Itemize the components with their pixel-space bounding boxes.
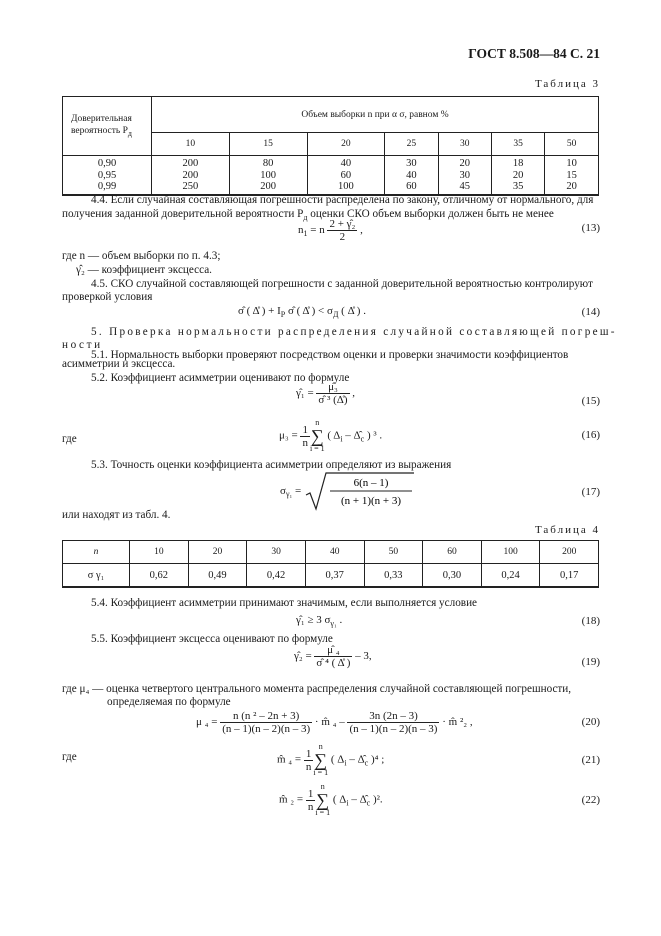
eq13-den: 2 <box>339 231 346 243</box>
para-4-4-line1: 4.4. Если случайная составляющая погрешности распределена по закону, отличному от нормального, для <box>91 194 594 206</box>
eq20-num2: 3n (2n – 3) <box>347 710 439 723</box>
eq22-n: n <box>307 800 314 813</box>
table3-cell: 20 <box>512 169 524 181</box>
eq14-sub2: Д <box>332 310 339 319</box>
eq15-fraction <box>316 381 349 406</box>
para-5-1-line2: асимметрии и эксцесса. <box>62 358 176 370</box>
sqrt-icon <box>304 471 416 511</box>
table3-data-col <box>152 156 230 195</box>
equation-19 <box>294 644 372 669</box>
col1-header-line2: вероятность Р <box>71 125 128 136</box>
eq19-number: (19) <box>581 656 600 668</box>
eq20-lhs: μ ₄ = <box>196 716 221 729</box>
equation-13 <box>298 218 363 243</box>
eq16-number: (16) <box>581 429 600 441</box>
eq22-sum <box>315 782 330 818</box>
eq15-den: σ̂ ³ (Δ̊) <box>318 394 348 406</box>
table3-data-col <box>385 156 438 195</box>
p44-sub: д <box>303 213 308 222</box>
after-eq17: или находят из табл. 4. <box>62 509 171 521</box>
table4-row1-label: n <box>63 541 130 564</box>
eq22-fraction <box>306 788 316 813</box>
table3-prob-cell <box>63 156 152 195</box>
table3-group-header: Объем выборки n при α σ, равном % <box>152 97 599 133</box>
eq18-number: (18) <box>581 615 600 627</box>
table4-n: 60 <box>423 541 482 564</box>
table4-sigma: 0,49 <box>188 564 247 588</box>
table3-cell: 45 <box>459 181 471 192</box>
p44-tail: оценки СКО объем выборки должен быть не менее <box>307 208 554 220</box>
p44-text: получения заданной доверительной вероятности Р <box>62 208 304 220</box>
eq13-tail: , <box>357 224 363 237</box>
table3-cell: 35 <box>512 181 524 192</box>
eq13-fraction <box>327 218 357 243</box>
table3-cell: 60 <box>406 181 417 192</box>
para-4-5-line2: проверкой условия <box>62 291 153 303</box>
where-gamma2: γ̂₂ — коэффициент эксцесса. <box>76 264 212 276</box>
table3-column-header: 25 <box>385 133 438 156</box>
eq20-tail: · m̂ ²₂ , <box>439 716 473 729</box>
equation-15 <box>296 381 355 406</box>
table3-cell: 250 <box>182 181 199 192</box>
eq19-tail: – 3, <box>352 650 372 663</box>
eq22-number: (22) <box>581 794 600 806</box>
eq21-fraction <box>304 748 314 773</box>
table4-sigma: 0,62 <box>130 564 189 588</box>
eq13-num: 2 + γ̂₂ <box>329 218 356 230</box>
eq21-body2-sub: c <box>364 758 369 768</box>
table3-prob: 0,95 <box>97 169 117 181</box>
table3-cell: 100 <box>338 181 354 192</box>
eq16-one: 1 <box>302 423 308 436</box>
table4-sigma: 0,33 <box>364 564 423 588</box>
table4-sigma: 0,24 <box>481 564 540 588</box>
para-5-1-line1: 5.1. Нормальность выборки проверяют посредством оценки и проверки значимости коэффициентов <box>91 349 569 361</box>
eq21-n: n <box>305 760 312 773</box>
eq14-text: σ̂ ( Δ̊ ) + I <box>238 305 281 317</box>
para-mu4-line1: где μ₄ — оценка четвертого центрального момента распределения случайной составляющей погрешности, <box>62 683 572 695</box>
table3-data-col <box>491 156 544 195</box>
table3-cell: 10 <box>566 158 577 169</box>
eq21-lhs: m̂ ₄ = <box>277 753 304 766</box>
eq16-n: n <box>302 436 308 449</box>
table3-cell: 15 <box>566 169 577 181</box>
table3-cell: 100 <box>260 169 276 181</box>
table4-n: 200 <box>540 541 599 564</box>
table4-sigma: 0,37 <box>305 564 364 588</box>
table3-cell: 200 <box>260 181 276 192</box>
eq19-den: σ̂ ⁴ ( Δ̊ ) <box>316 657 351 669</box>
table3-cell: 30 <box>406 158 417 169</box>
table3-column-header: 50 <box>545 133 599 156</box>
eq20-fraction2 <box>347 710 439 735</box>
table3-cell: 20 <box>566 181 577 192</box>
table4-n: 50 <box>364 541 423 564</box>
table4-sigma: 0,30 <box>423 564 482 588</box>
table3-column-header: 15 <box>229 133 307 156</box>
eq15-num: μ̂₃ <box>316 381 349 394</box>
eq19-num: μ̂ ₄ <box>314 644 352 657</box>
eq21-body: ( Δ <box>328 753 345 766</box>
equation-17 <box>280 471 416 511</box>
table4-sigma: 0,17 <box>540 564 599 588</box>
table3-data-col <box>229 156 307 195</box>
equation-22 <box>279 782 383 818</box>
eq17-number: (17) <box>581 486 600 498</box>
table3-cell: 60 <box>340 169 352 181</box>
eq13-mid: = n <box>307 224 328 237</box>
eq22-body3: )². <box>370 793 383 806</box>
eq13-lhs-sub: 1 <box>303 229 308 239</box>
eq21-sum-top: n <box>318 742 323 751</box>
col1-header-line1: Доверительная <box>71 113 132 124</box>
eq17-lhs-sub: γ₁ <box>285 489 293 499</box>
sigma-sum-icon: ∑ <box>316 790 330 810</box>
table3-cell: 30 <box>459 169 471 181</box>
eq16-sum-bottom: i = 1 <box>309 444 325 453</box>
eq20-den1: (n – 1)(n – 2)(n – 3) <box>222 723 311 735</box>
section-5-title-line2: ности <box>62 339 103 351</box>
eq15-tail: , <box>349 387 356 400</box>
col1-header-sub: д <box>127 128 132 138</box>
eq21-sum-bottom: i = 1 <box>313 768 329 777</box>
eq22-body2: – Δ̂ <box>348 793 367 806</box>
eq17-lhs: σ <box>280 485 286 497</box>
table4-n: 10 <box>130 541 189 564</box>
eq22-sum-bottom: i = 1 <box>315 808 331 817</box>
eq14-number: (14) <box>581 306 600 318</box>
eq19-fraction <box>314 644 352 669</box>
eq21-sum <box>313 742 328 778</box>
eq16-sum-top: n <box>315 418 320 427</box>
eq20-number: (20) <box>581 716 600 728</box>
eq17-den: (n + 1)(n + 3) <box>340 495 402 507</box>
table3-cell: 80 <box>262 158 274 169</box>
section-5-title-line1: 5. Проверка нормальности распределения случайной составляющей погреш- <box>91 326 617 338</box>
table4-row2-label: σ γ₁ <box>63 564 130 588</box>
table3-data-col <box>438 156 491 195</box>
eq18-text: γ̂₁ ≥ 3 σ <box>296 614 331 626</box>
eq22-body-sub: i <box>346 798 349 808</box>
eq19-lhs: γ̂₂ = <box>294 650 315 663</box>
eq14-tail2: ( Δ̊ ) . <box>338 305 366 317</box>
eq22-body: ( Δ <box>330 793 347 806</box>
para-5-2: 5.2. Коэффициент асимметрии оценивают по формуле <box>91 372 350 384</box>
table4-n: 30 <box>247 541 306 564</box>
eq16-body-sub: i <box>340 434 343 444</box>
eq22-sum-top: n <box>320 782 325 791</box>
para-mu4-line2: определяемая по формуле <box>107 696 231 708</box>
equation-16 <box>279 418 382 454</box>
where-21: где <box>62 751 77 763</box>
eq21-one: 1 <box>305 747 312 760</box>
equation-20 <box>196 710 473 735</box>
table3-column-header: 20 <box>307 133 385 156</box>
table3-cell: 200 <box>182 158 199 169</box>
equation-21 <box>277 742 384 778</box>
table3-column-header: 35 <box>491 133 544 156</box>
eq15-number: (15) <box>581 395 600 407</box>
table-4 <box>62 540 599 588</box>
equation-14 <box>238 305 366 319</box>
eq17-eq: = <box>292 485 304 497</box>
eq22-lhs: m̂ ₂ = <box>279 793 306 806</box>
eq20-den2: (n – 1)(n – 2)(n – 3) <box>349 723 438 735</box>
table3-cell: 40 <box>406 169 417 181</box>
table3-column-header: 30 <box>438 133 491 156</box>
sigma-sum-icon: ∑ <box>314 750 328 770</box>
eq16-sum <box>310 418 325 454</box>
para-5-3: 5.3. Точность оценки коэффициента асимметрии определяют из выражения <box>91 459 452 471</box>
eq15-lhs: γ̂₁ = <box>296 387 317 400</box>
eq13-lhs: n <box>298 224 304 237</box>
eq20-num1: n (n ² – 2n + 3) <box>220 710 312 723</box>
table3-caption: Таблица 3 <box>534 78 600 90</box>
eq16-body2: – Δ̂ <box>342 429 361 442</box>
eq21-body3: )⁴ ; <box>368 753 385 766</box>
table3-col1-header <box>63 97 152 156</box>
eq21-body-sub: i <box>344 758 347 768</box>
para-4-5-line1: 4.5. СКО случайной составляющей погрешности с заданной доверительной вероятностью контролируют <box>91 278 593 290</box>
table4-n: 40 <box>305 541 364 564</box>
table4-sigma: 0,42 <box>247 564 306 588</box>
where-n: где n — объем выборки по п. 4.3; <box>62 250 221 262</box>
eq20-mid: · m̂ ₄ – <box>312 716 348 729</box>
table3-cell: 18 <box>512 158 524 169</box>
page-header: ГОСТ 8.508—84 С. 21 <box>468 46 600 61</box>
eq22-one: 1 <box>307 787 314 800</box>
table3-data-col <box>545 156 599 195</box>
para-5-4: 5.4. Коэффициент асимметрии принимают значимым, если выполняется условие <box>91 597 478 609</box>
eq13-number: (13) <box>581 222 600 234</box>
eq18-sub: γ₁ <box>330 619 337 628</box>
table3-data-col <box>307 156 385 195</box>
table3-cell: 20 <box>459 158 471 169</box>
eq16-body: ( Δ <box>324 429 341 442</box>
eq14-tail: σ̂ ( Δ̊ ) < σ <box>285 305 333 317</box>
table3-cell: 40 <box>340 158 352 169</box>
equation-18 <box>296 614 342 628</box>
table4-caption: Таблица 4 <box>534 524 600 536</box>
table3-column-header: 10 <box>152 133 230 156</box>
eq20-fraction1 <box>220 710 312 735</box>
table3-prob: 0,90 <box>97 158 117 169</box>
eq16-body2-sub: c <box>360 434 365 444</box>
eq16-lhs: μ₃ = <box>279 429 301 442</box>
table4-n: 100 <box>481 541 540 564</box>
table4-n: 20 <box>188 541 247 564</box>
eq16-body3: ) ³ . <box>364 429 383 442</box>
where-16: где <box>62 433 77 445</box>
table3-prob: 0,99 <box>97 181 117 192</box>
eq21-number: (21) <box>581 754 600 766</box>
eq18-tail: . <box>336 614 343 626</box>
table-3 <box>62 96 599 196</box>
table3-cell: 200 <box>182 169 199 181</box>
eq17-num: 6(n – 1) <box>353 477 389 489</box>
eq16-fraction <box>300 424 310 449</box>
sigma-sum-icon: ∑ <box>310 426 324 446</box>
eq22-body2-sub: c <box>366 798 371 808</box>
para-5-5: 5.5. Коэффициент эксцесса оценивают по формуле <box>91 633 333 645</box>
eq21-body2: – Δ̂ <box>346 753 365 766</box>
eq14-sub: P <box>280 310 286 319</box>
